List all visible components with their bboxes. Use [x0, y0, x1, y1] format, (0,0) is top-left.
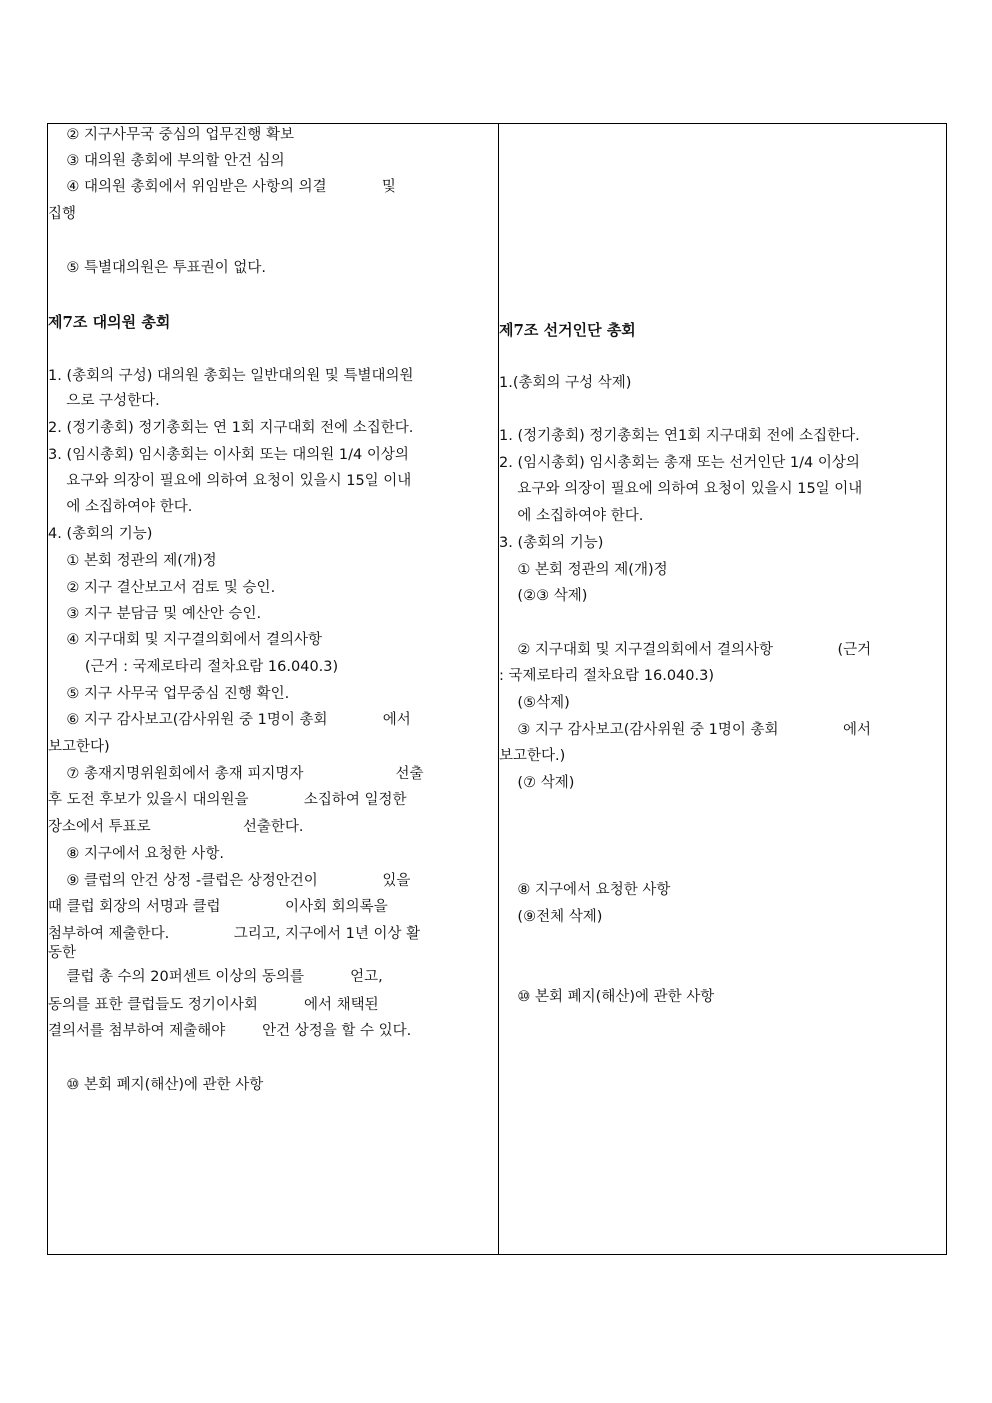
text-line: 에 소집하여야 한다. — [499, 508, 644, 524]
text-line: ⑥ 지구 감사보고(감사위원 중 1명이 총회 에서 — [48, 712, 411, 728]
text-line: ⑤ 지구 사무국 업무중심 진행 확인. — [48, 686, 290, 702]
text-line: 동의를 표한 클럽들도 정기이사회 에서 채택된 — [48, 997, 379, 1013]
text-line: ③ 지구 감사보고(감사위원 중 1명이 총회 에서 — [499, 722, 872, 738]
text-line: ② 지구 결산보고서 검토 및 승인. — [48, 580, 276, 596]
text-line: 1.(총회의 구성 삭제) — [499, 375, 632, 391]
text-line: 에 소집하여야 한다. — [48, 499, 193, 515]
text-line: 집행 — [48, 206, 77, 222]
text-line: ⑩ 본회 폐지(해산)에 관한 사항 — [499, 989, 715, 1005]
text-line: 요구와 의장이 필요에 의하여 요청이 있을시 15일 이내 — [499, 481, 863, 497]
text-line: 3. (임시총회) 임시총회는 이사회 또는 대의원 1/4 이상의 — [48, 447, 409, 463]
text-line: (⑨전체 삭제) — [499, 909, 603, 925]
text-line: 장소에서 투표로 선출한다. — [48, 819, 304, 835]
text-line: ⑧ 지구에서 요청한 사항. — [48, 846, 224, 862]
text-line: 때 클럽 회장의 서명과 클럽 이사회 회의록을 — [48, 899, 388, 915]
text-line: ⑩ 본회 폐지(해산)에 관한 사항 — [48, 1077, 264, 1093]
text-line: 보고한다) — [48, 739, 110, 755]
text-line: ⑧ 지구에서 요청한 사항 — [499, 882, 671, 898]
section-heading: 제7조 선거인단 총회 — [499, 321, 636, 339]
amended-text-column — [499, 124, 948, 1254]
text-line: 동한 — [48, 945, 77, 961]
section-heading: 제7조 대의원 총회 — [48, 313, 171, 331]
text-line: 2. (정기총회) 정기총회는 연 1회 지구대회 전에 소집한다. — [48, 420, 414, 436]
text-line: 보고한다.) — [499, 748, 566, 764]
text-line: 1. (정기총회) 정기총회는 연1회 지구대회 전에 소집한다. — [499, 428, 860, 444]
text-line: ⑦ 총재지명위원회에서 총재 피지명자 선출 — [48, 766, 424, 782]
text-line: ② 지구사무국 중심의 업무진행 확보 — [48, 127, 294, 143]
text-line: 첨부하여 제출한다. 그리고, 지구에서 1년 이상 활 — [48, 926, 421, 942]
text-line: (②③ 삭제) — [499, 588, 588, 604]
text-line: ⑤ 특별대의원은 투표권이 없다. — [48, 260, 266, 276]
text-line: ② 지구대회 및 지구결의회에서 결의사항 (근거 — [499, 642, 872, 658]
text-line: 4. (총회의 기능) — [48, 526, 153, 542]
text-line: (⑦ 삭제) — [499, 775, 575, 791]
text-line: 3. (총회의 기능) — [499, 535, 604, 551]
original-text-column — [48, 124, 498, 1254]
text-line: ④ 대의원 총회에서 위임받은 사항의 의결 및 — [48, 179, 396, 195]
text-line: : 국제로타리 절차요람 16.040.3) — [499, 668, 715, 684]
text-line: ③ 대의원 총회에 부의할 안건 심의 — [48, 153, 285, 169]
comparison-table — [47, 123, 947, 1255]
text-line: (⑤삭제) — [499, 695, 570, 711]
text-line: ① 본회 정관의 제(개)정 — [48, 553, 217, 569]
text-line: ① 본회 정관의 제(개)정 — [499, 562, 668, 578]
text-line: 클럽 총 수의 20퍼센트 이상의 동의를 얻고, — [48, 969, 383, 985]
text-line: ③ 지구 분담금 및 예산안 승인. — [48, 606, 262, 622]
text-line: ⑨ 클럽의 안건 상정 -클럽은 상정안건이 있을 — [48, 873, 411, 889]
text-line: 으로 구성한다. — [48, 393, 160, 409]
text-line: 요구와 의장이 필요에 의하여 요청이 있을시 15일 이내 — [48, 473, 412, 489]
text-line: 2. (임시총회) 임시총회는 총재 또는 선거인단 1/4 이상의 — [499, 455, 860, 471]
text-line: 결의서를 첨부하여 제출해야 안건 상정을 할 수 있다. — [48, 1023, 412, 1039]
text-line: ④ 지구대회 및 지구결의회에서 결의사항 — [48, 632, 322, 648]
text-line: 1. (총회의 구성) 대의원 총회는 일반대의원 및 특별대의원 — [48, 368, 414, 384]
text-line: (근거 : 국제로타리 절차요람 16.040.3) — [48, 659, 339, 675]
text-line: 후 도전 후보가 있을시 대의원을 소집하여 일정한 — [48, 792, 407, 808]
